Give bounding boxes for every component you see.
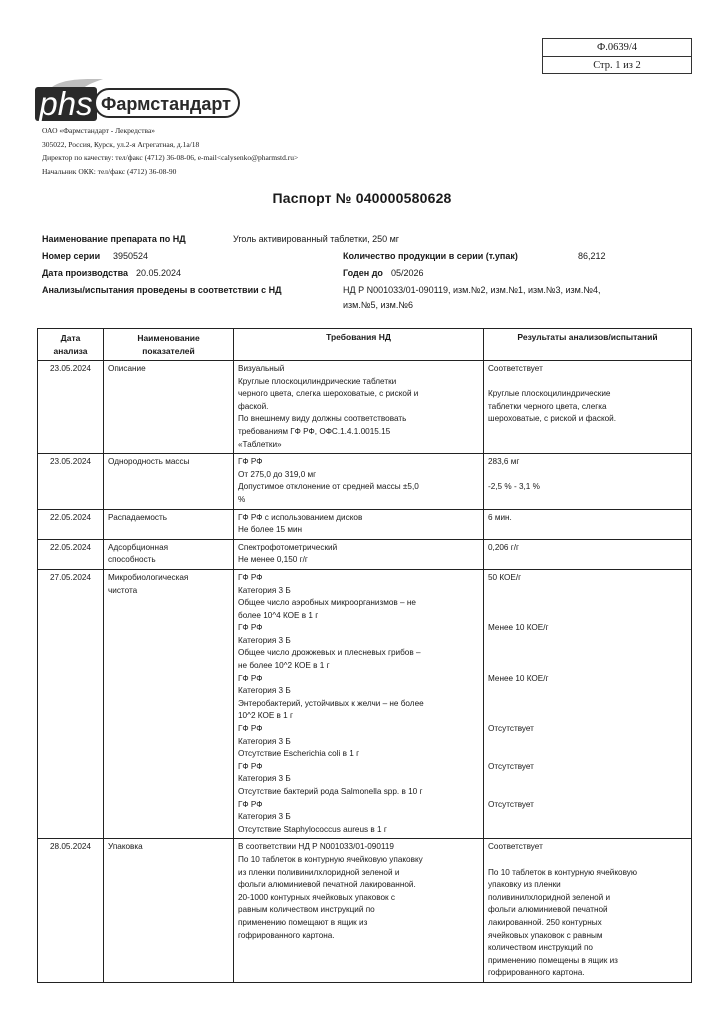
cell-indicator: Упаковка bbox=[104, 839, 234, 983]
company-name: ОАО «Фармстандарт - Лекредства» bbox=[42, 126, 156, 135]
form-code: Ф.0639/4 bbox=[543, 39, 691, 57]
cell-result: 50 КОЕ/г Менее 10 КОЕ/г Менее 10 КОЕ/г Отсутствует Отсутствует Отсутствует bbox=[484, 569, 692, 838]
company-info bbox=[42, 124, 298, 178]
cell-result: 283,6 мг -2,5 % - 3,1 % bbox=[484, 454, 692, 509]
production-date-label: Дата производства bbox=[42, 268, 128, 278]
analysis-basis-value-2: изм.№5, изм.№6 bbox=[343, 300, 414, 310]
cell-result: 6 мин. bbox=[484, 509, 692, 539]
cell-date: 27.05.2024 bbox=[38, 569, 104, 838]
cell-result: 0,206 г/г bbox=[484, 539, 692, 569]
table-row bbox=[38, 539, 692, 569]
cell-result: Соответствует По 10 таблеток в контурную ячейковую упаковку из пленки поливинилхлоридной зеленой и фольги алюминиевой печатной лакированной. 250 контурных ячейковых упаковок с равным количеством инструкций по применению помещены в ящик из гофрированного картона. bbox=[484, 839, 692, 983]
page-number: Стр. 1 из 2 bbox=[593, 60, 641, 71]
form-code-box bbox=[542, 38, 692, 74]
cell-requirement: ГФ РФ Категория 3 Б Общее число аэробных микроорганизмов – не более 10^4 КОЕ в 1 г ГФ РФ Категория 3 Б Общее число дрожжевых и плесневых грибов – не более 10^2 КОЕ в 1 г ГФ РФ Категория 3 Б Энтеробактерий, устойчивых к желчи – не более 10^2 КОЕ в 1 г ГФ РФ Категория 3 Б Отсутствие Escherichia coli в 1 г ГФ РФ Категория 3 Б Отсутствие бактерий рода Salmonella spp. в 10 г ГФ РФ Категория 3 Б Отсутствие Staphylococcus aureus в 1 г bbox=[234, 569, 484, 838]
cell-result: Соответствует Круглые плоскоцилиндрические таблетки черного цвета, слегка шероховатые, с риской и фаской. bbox=[484, 361, 692, 454]
table-row bbox=[38, 569, 692, 838]
cell-indicator: Микробиологическая чистота bbox=[104, 569, 234, 838]
logo-mark: phs bbox=[39, 85, 93, 122]
table-header-row bbox=[38, 329, 692, 361]
expiry-value: 05/2026 bbox=[391, 268, 424, 278]
cell-requirement: В соответствии НД Р N001033/01-090119 По 10 таблеток в контурную ячейковую упаковку из пленки поливинилхлоридной зеленой и фольги алюминиевой печатной лакированной. 20-1000 контурных ячейковых упаковок с равным количеством инструкций по применению помещают в ящик из гофрированного картона. bbox=[234, 839, 484, 983]
cell-requirement: Визуальный Круглые плоскоцилиндрические таблетки черного цвета, слегка шероховатые, с риской и фаской. По внешнему виду должны соответствовать требованиям ГФ РФ, ОФС.1.4.1.0015.15 «Таблетки» bbox=[234, 361, 484, 454]
drug-value: Уголь активированный таблетки, 250 мг bbox=[233, 234, 400, 244]
page-title: Паспорт № 040000580628 bbox=[272, 190, 452, 206]
drug-label: Наименование препарата по НД bbox=[42, 234, 186, 244]
cell-date: 23.05.2024 bbox=[38, 361, 104, 454]
cell-requirement: ГФ РФ с использованием дисков Не более 15 мин bbox=[234, 509, 484, 539]
header-results: Результаты анализов/испытаний bbox=[484, 329, 692, 361]
company-logo bbox=[33, 73, 243, 129]
company-address: 305022, Россия, Курск, ул.2-я Агрегатная, д.1а/18 bbox=[42, 139, 200, 149]
company-director: Директор по качеству: тел/факс (4712) 36-08-06, e-mail<calysenko@pharmstd.ru> bbox=[42, 153, 299, 162]
cell-date: 22.05.2024 bbox=[38, 509, 104, 539]
analysis-basis-value-1: НД Р N001033/01-090119, изм.№2, изм.№1, изм.№3, изм.№4, bbox=[343, 285, 601, 295]
cell-requirement: Спектрофотометрический Не менее 0,150 г/г bbox=[234, 539, 484, 569]
series-value: 3950524 bbox=[113, 251, 149, 261]
quantity-value: 86,212 bbox=[578, 251, 606, 261]
cell-date: 22.05.2024 bbox=[38, 539, 104, 569]
table-row bbox=[38, 839, 692, 983]
table-row bbox=[38, 454, 692, 509]
cell-date: 28.05.2024 bbox=[38, 839, 104, 983]
quantity-label: Количество продукции в серии (т.упак) bbox=[343, 251, 518, 261]
company-okk: Начальник ОКК: тел/факс (4712) 36-08-90 bbox=[42, 166, 177, 176]
expiry-label: Годен до bbox=[343, 268, 383, 278]
logo-brand: Фармстандарт bbox=[101, 94, 231, 114]
table-row bbox=[38, 361, 692, 454]
cell-requirement: ГФ РФ От 275,0 до 319,0 мг Допустимое отклонение от средней массы ±5,0 % bbox=[234, 454, 484, 509]
analysis-basis-label: Анализы/испытания проведены в соответствии с НД bbox=[42, 285, 282, 295]
cell-indicator: Описание bbox=[104, 361, 234, 454]
header-requirements: Требования НД bbox=[234, 329, 484, 361]
header-date: Дата анализа bbox=[38, 329, 104, 361]
series-label: Номер серии bbox=[42, 251, 101, 261]
cell-indicator: Адсорбционная способность bbox=[104, 539, 234, 569]
cell-indicator: Распадаемость bbox=[104, 509, 234, 539]
analysis-table bbox=[37, 328, 692, 983]
table-row bbox=[38, 509, 692, 539]
header-name: Наименование показателей bbox=[104, 329, 234, 361]
cell-indicator: Однородность массы bbox=[104, 454, 234, 509]
production-date-value: 20.05.2024 bbox=[136, 268, 182, 278]
cell-date: 23.05.2024 bbox=[38, 454, 104, 509]
